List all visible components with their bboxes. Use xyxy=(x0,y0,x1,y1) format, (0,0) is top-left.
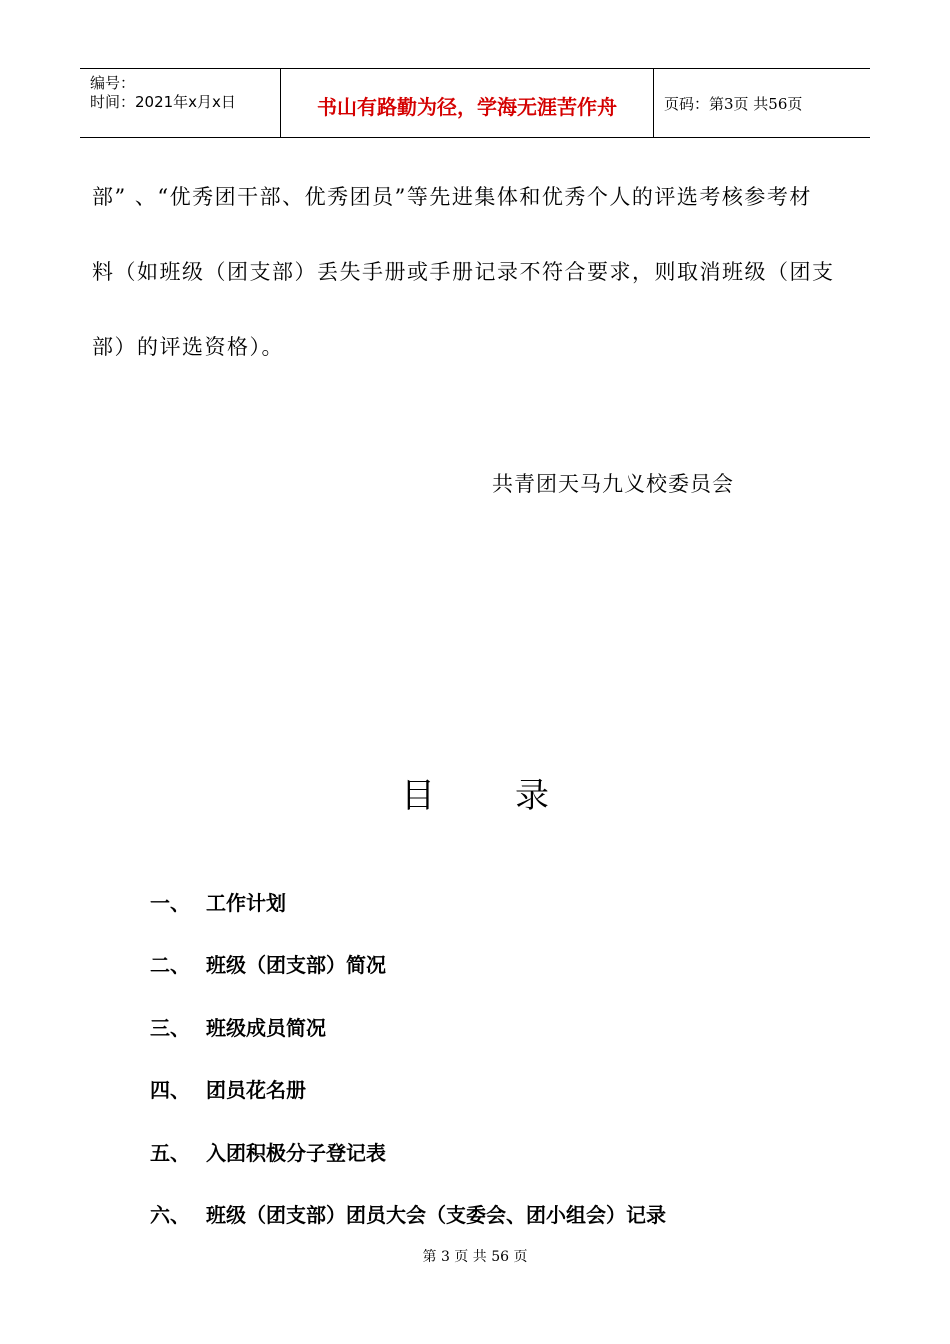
toc-item-label: 班级（团支部）团员大会（支委会、团小组会）记录 xyxy=(206,1203,666,1227)
toc-item-label: 班级（团支部）简况 xyxy=(206,953,386,977)
toc-item xyxy=(150,949,386,978)
header-motto-cell xyxy=(281,69,654,137)
signature: 共青团天马九义校委员会 xyxy=(492,472,734,496)
toc-title-right: 录 xyxy=(515,776,549,816)
header-motto: 书山有路勤为径，学海无涯苦作舟 xyxy=(317,95,617,119)
header-page-cell xyxy=(654,69,870,137)
body-line: 部）的评选资格）。 xyxy=(92,335,284,359)
header-page-info: 页码：第3页 共56页 xyxy=(664,95,803,113)
body-line: 部” 、“优秀团干部、优秀团员”等先进集体和优秀个人的评选考核参考材 xyxy=(92,185,812,209)
page-footer: 第 3 页 共 56 页 xyxy=(422,1249,528,1265)
page-header xyxy=(80,68,870,138)
toc-item-label: 团员花名册 xyxy=(206,1078,306,1102)
body-line: 料（如班级（团支部）丢失手册或手册记录不符合要求，则取消班级（团支 xyxy=(92,260,835,284)
header-meta-cell xyxy=(80,69,281,137)
toc-item-number: 六、 xyxy=(150,1203,190,1227)
toc-item-number: 五、 xyxy=(150,1141,190,1165)
toc-item xyxy=(150,1199,666,1228)
toc-item-label: 班级成员简况 xyxy=(206,1016,326,1040)
toc-item xyxy=(150,1074,306,1103)
toc-item-label: 工作计划 xyxy=(206,891,286,915)
document-date-label: 时间：2021年x月x日 xyxy=(90,93,236,111)
toc-item xyxy=(150,887,286,916)
toc-item-number: 二、 xyxy=(150,953,190,977)
toc-item-label: 入团积极分子登记表 xyxy=(206,1141,386,1165)
toc-item-number: 四、 xyxy=(150,1078,190,1102)
document-number-label: 编号： xyxy=(90,74,136,92)
toc-item-number: 一、 xyxy=(150,891,190,915)
toc-item-number: 三、 xyxy=(150,1016,190,1040)
toc-title-left: 目 xyxy=(401,776,435,816)
toc-item xyxy=(150,1137,386,1166)
toc-title xyxy=(0,768,950,817)
toc-item xyxy=(150,1012,326,1041)
